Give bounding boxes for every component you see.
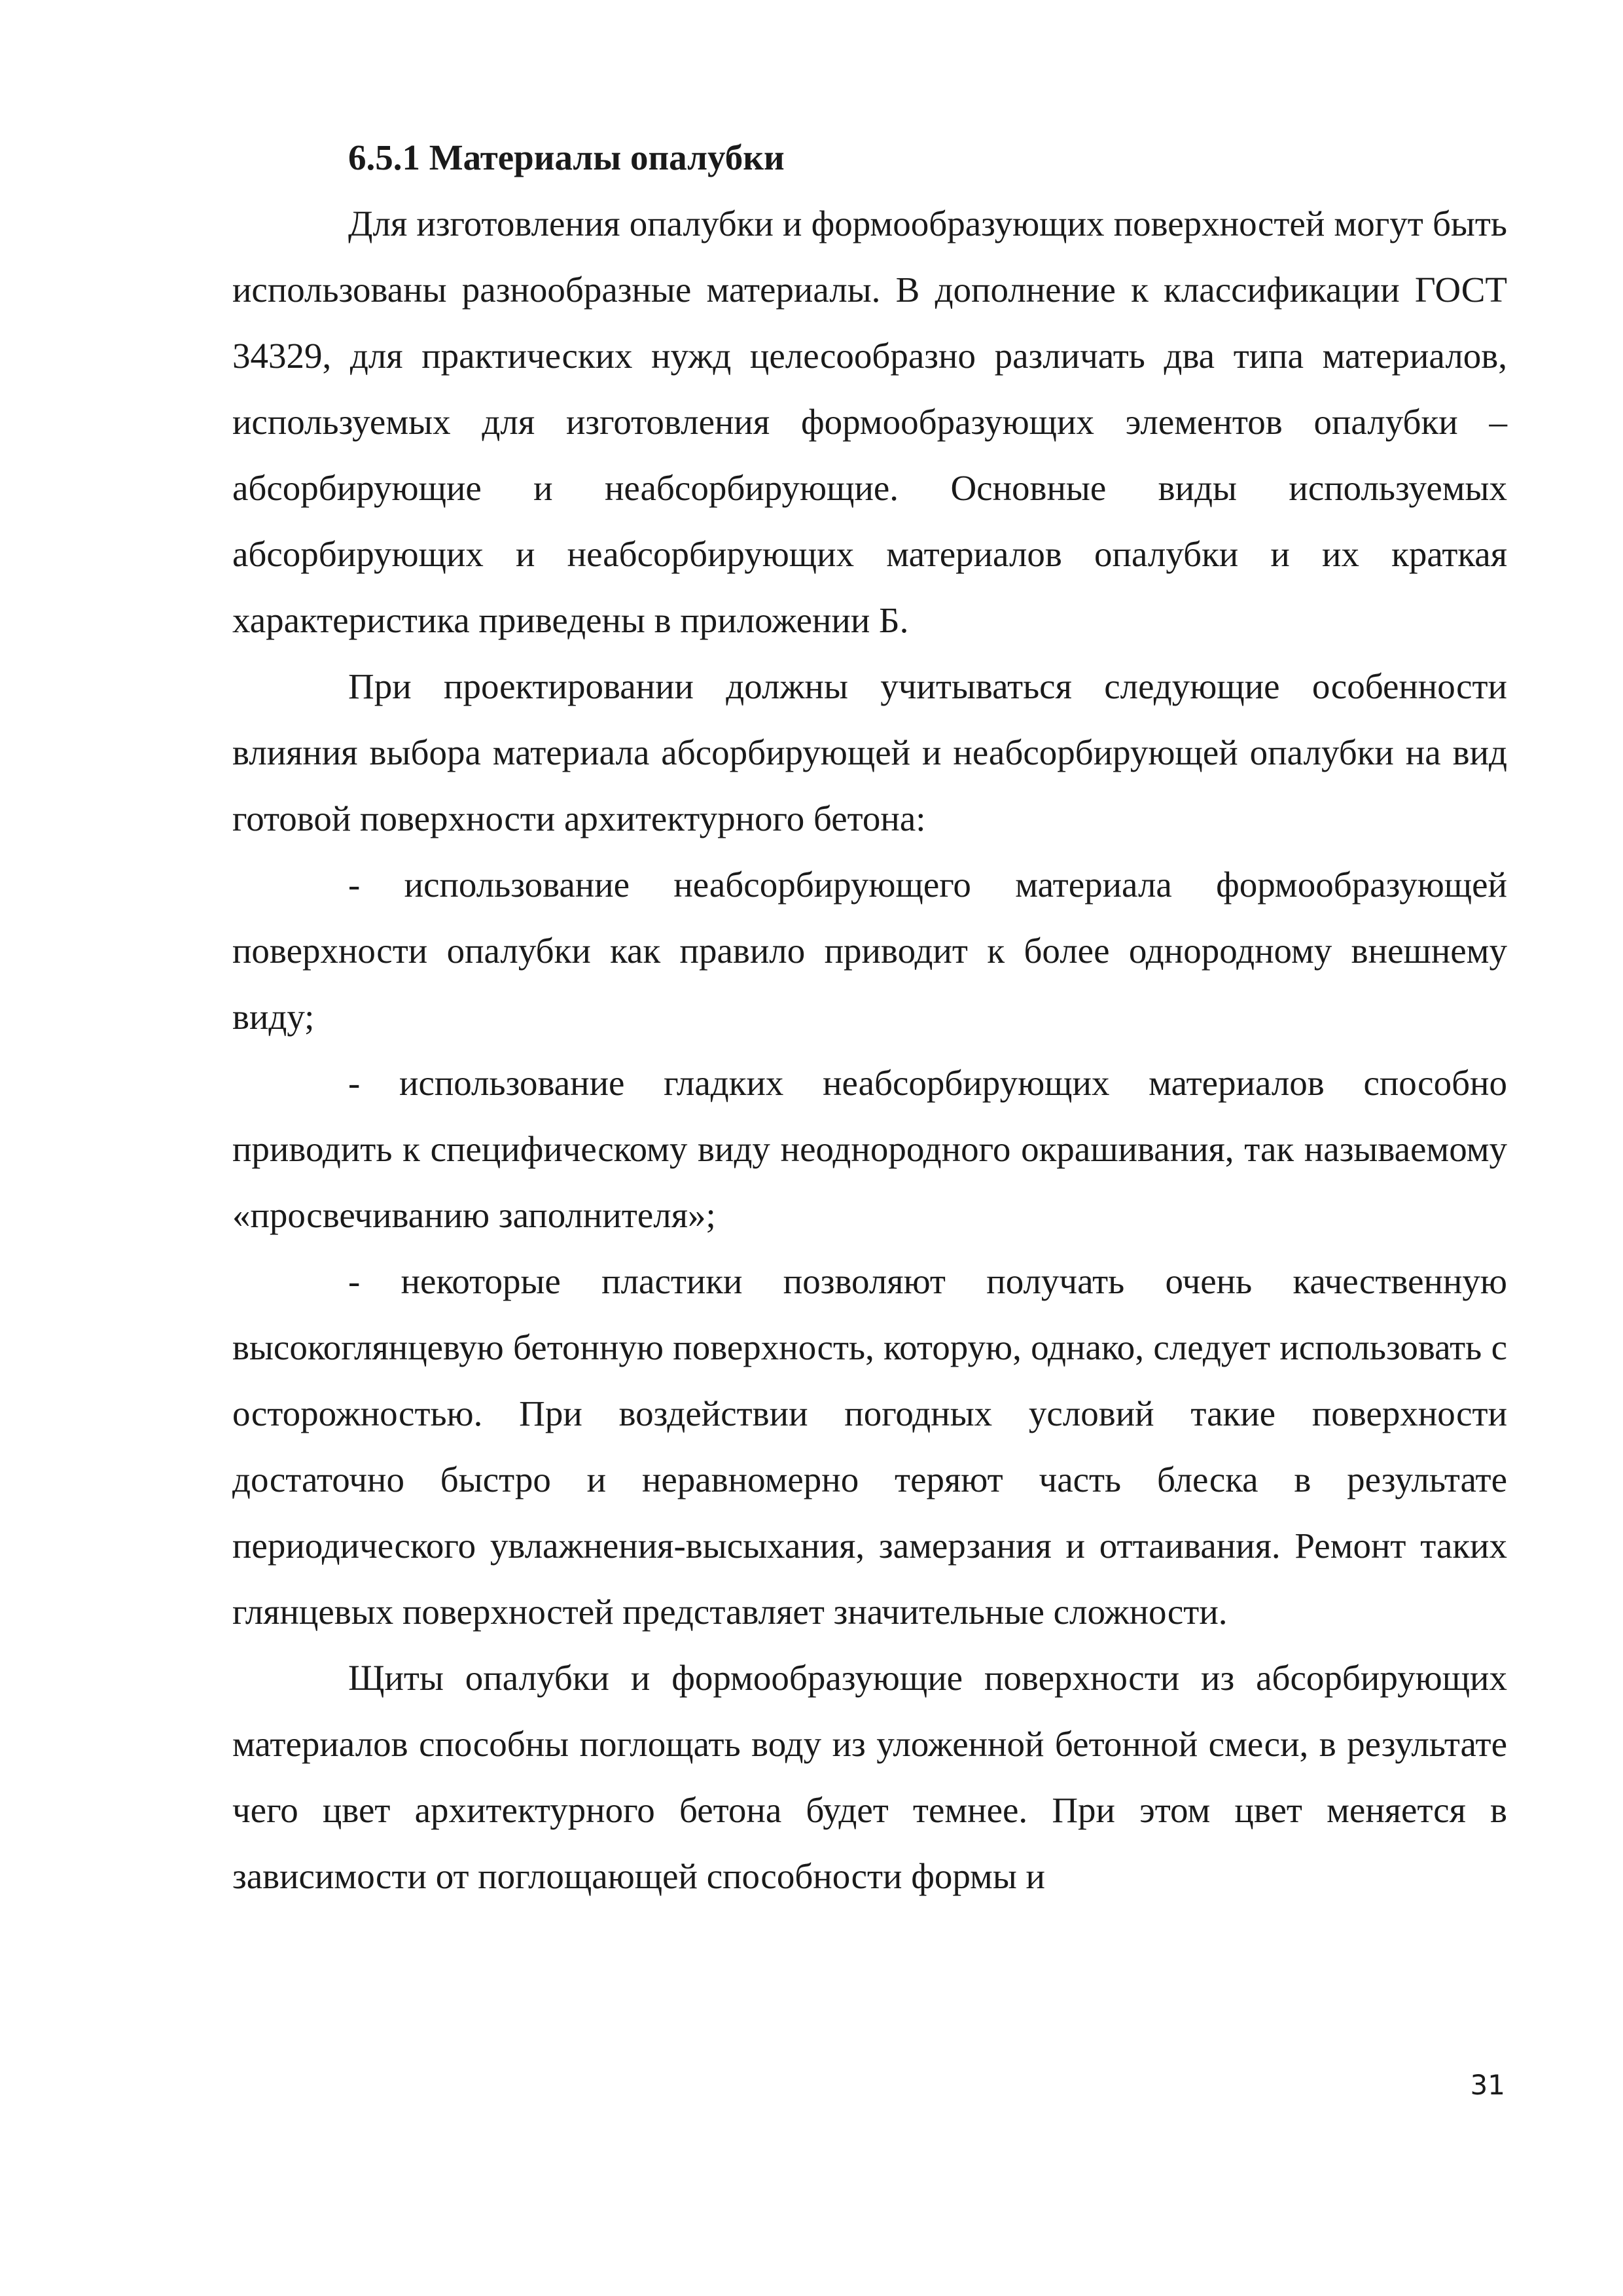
list-item-plastics: - некоторые пластики позволяют получать очень качественную высокоглянцевую бетонную поверхность, которую, однако, следует использовать с осторожностью. При воздействии погодных условий такие поверхности достаточно быстро и неравномерно теряют часть блеска в результате периодического увлажнения-высыхания, замерзания и оттаивания. Ремонт таких глянцевых поверхностей представляет значительные сложности. [232,1261,1507,1632]
paragraph-design-considerations: При проектировании должны учитываться следующие особенности влияния выбора материала абсорбирующей и неабсорбирующей опалубки на вид готовой поверхности архитектурного бетона: [232,666,1507,838]
section-heading: 6.5.1 Материалы опалубки [348,137,785,177]
page-body [232,124,1507,1909]
paragraph-formwork-materials: Для изготовления опалубки и формообразующих поверхностей могут быть использованы разнообразные материалы. В дополнение к классификации ГОСТ 34329, для практических нужд целесообразно различать два типа материалов, используемых для изготовления формообразующих элементов опалубки – абсорбирующие и неабсорбирующие. Основные виды используемых абсорбирующих и неабсорбирующих материалов опалубки и их краткая характеристика приведены в приложении Б. [232,204,1507,640]
page-number: 31 [1470,2069,1505,2101]
paragraph-absorbing-materials: Щиты опалубки и формообразующие поверхности из абсорбирующих материалов способны поглощать воду из уложенной бетонной смеси, в результате чего цвет архитектурного бетона будет темнее. При этом цвет меняется в зависимости от поглощающей способности формы и [232,1658,1507,1896]
list-item-smooth-materials: - использование гладких неабсорбирующих материалов способно приводить к специфическому виду неоднородного окрашивания, так называемому «просвечиванию заполнителя»; [232,1063,1507,1235]
list-item-non-absorbing-uniform: - использование неабсорбирующего материала формообразующей поверхности опалубки как правило приводит к более однородному внешнему виду; [232,865,1507,1037]
